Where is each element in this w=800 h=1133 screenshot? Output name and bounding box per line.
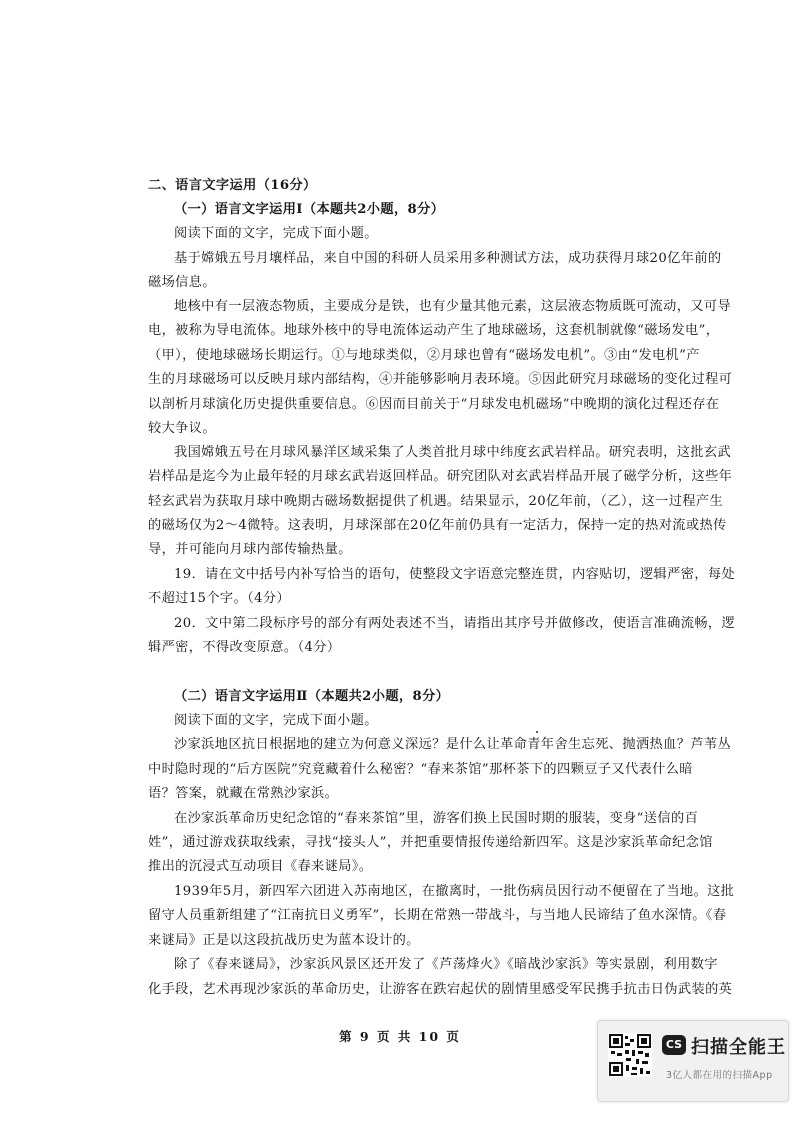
page-footer: 第 9 页 共 10 页 bbox=[339, 1029, 461, 1044]
paragraph-line: 较大争议。 bbox=[148, 421, 216, 436]
paragraph-line: 以剖析月球演化历史提供重要信息。⑥因而目前关于“月球发电机磁场”中晚期的演化过程还存在 bbox=[148, 397, 720, 412]
question-19-cont: 不超过15个字。（4分） bbox=[148, 591, 291, 606]
paragraph-line: 电，被称为导电流体。地球外核中的导电流体运动产生了地球磁场，这套机制就像“磁场发电”， bbox=[148, 323, 720, 338]
paragraph-line: 岩样品是迄今为止最年轻的月球玄武岩返回样品。研究团队对玄武岩样品开展了磁学分析，这些年 bbox=[148, 469, 733, 484]
paragraph-line: 来谜局》正是以这段抗战历史为蓝本设计的。 bbox=[148, 933, 420, 948]
paragraph-line: （甲），使地球磁场长期运行。①与地球类似，②月球也曾有“磁场发电机”。③由“发电机”产 bbox=[148, 348, 700, 363]
camscanner-logo: CS bbox=[662, 1035, 686, 1055]
qr-code-icon bbox=[608, 1033, 652, 1077]
paragraph-line: 中时隐时现的“后方医院”究竟藏着什么秘密？“春来茶馆”那杯茶下的四颗豆子又代表什么暗 bbox=[148, 762, 693, 777]
paragraph-line: 除了《春来谜局》，沙家浜风景区还开发了《芦荡烽火》《暗战沙家浜》等实景剧，利用数字 bbox=[174, 957, 718, 972]
paragraph-line: 沙家浜地区抗日根据地的建立为何意义深远？是什么让革命青年舍生忘死、抛洒热血？芦苇丛 bbox=[174, 737, 732, 752]
question-20: 20．文中第二段标序号的部分有两处表述不当，请指出其序号并做修改，使语言准确流畅，逻 bbox=[174, 616, 736, 631]
paragraph-line: 姓”，通过游戏获取线索，寻找“接头人”，并把重要情报传递给新四军。这是沙家浜革命纪念馆 bbox=[148, 835, 713, 850]
paragraph-line: 推出的沉浸式互动项目《春来谜局》。 bbox=[148, 859, 373, 874]
question-19: 19．请在文中括号内补写恰当的语句，使整段文字语意完整连贯，内容贴切，逻辑严密，每处 bbox=[174, 567, 736, 582]
part1-heading: （一）语言文字运用Ⅰ（本题共2小题，8分） bbox=[174, 202, 445, 217]
paragraph-line: 的磁场仅为2～4微特。这表明，月球深部在20亿年前仍具有一定活力，保持一定的热对流或热传 bbox=[148, 518, 727, 533]
paragraph-line: 我国嫦娥五号在月球风暴洋区域采集了人类首批月球中纬度玄武岩样品。研究表明，这批玄武 bbox=[174, 445, 732, 460]
scanner-watermark bbox=[597, 1020, 789, 1102]
paragraph-line: 语？答案，就藏在常熟沙家浜。 bbox=[148, 786, 339, 801]
paragraph-line: 地核中有一层液态物质，主要成分是铁，也有少量其他元素，这层液态物质既可流动，又可导 bbox=[174, 299, 732, 314]
part2-instruction: 阅读下面的文字，完成下面小题。 bbox=[174, 713, 378, 728]
part2-heading: （二）语言文字运用Ⅱ（本题共2小题，8分） bbox=[174, 689, 450, 704]
paragraph-line: 1939年5月，新四军六团进入苏南地区，在撤离时，一批伤病员因行动不便留在了当地。这批 bbox=[174, 884, 735, 899]
paragraph-line: 磁场信息。 bbox=[148, 275, 216, 290]
paragraph-line: 基于嫦娥五号月壤样品，来自中国的科研人员采用多种测试方法，成功获得月球20亿年前的 bbox=[174, 251, 722, 266]
paragraph-line: 导，并可能向月球内部传输热量。 bbox=[148, 542, 352, 557]
paragraph-line: 在沙家浜革命历史纪念馆的“春来茶馆”里，游客们换上民国时期的服装，变身“送信的百 bbox=[174, 811, 699, 826]
stray-dot bbox=[536, 731, 538, 733]
question-20-cont: 辑严密，不得改变原意。（4分） bbox=[148, 640, 341, 655]
section-title: 二、语言文字运用（16分） bbox=[148, 178, 317, 193]
watermark-subtitle: 3亿人都在用的扫描App bbox=[666, 1070, 773, 1081]
part1-instruction: 阅读下面的文字，完成下面小题。 bbox=[174, 226, 378, 241]
watermark-title: 扫描全能王 bbox=[691, 1037, 786, 1058]
paragraph-line: 轻玄武岩为获取月球中晚期古磁场数据提供了机遇。结果显示，20亿年前，（乙），这一过程产生 bbox=[148, 494, 724, 509]
paragraph-line: 留守人员重新组建了“江南抗日义勇军”，长期在常熟一带战斗，与当地人民谛结了鱼水深情。《春 bbox=[148, 908, 727, 923]
paragraph-line: 生的月球磁场可以反映月球内部结构，④并能够影响月表环境。⑤因此研究月球磁场的变化过程可 bbox=[148, 372, 733, 387]
paragraph-line: 化手段，艺术再现沙家浜的革命历史，让游客在跌宕起伏的剧情里感受军民携手抗击日伪武装的英 bbox=[148, 982, 733, 997]
